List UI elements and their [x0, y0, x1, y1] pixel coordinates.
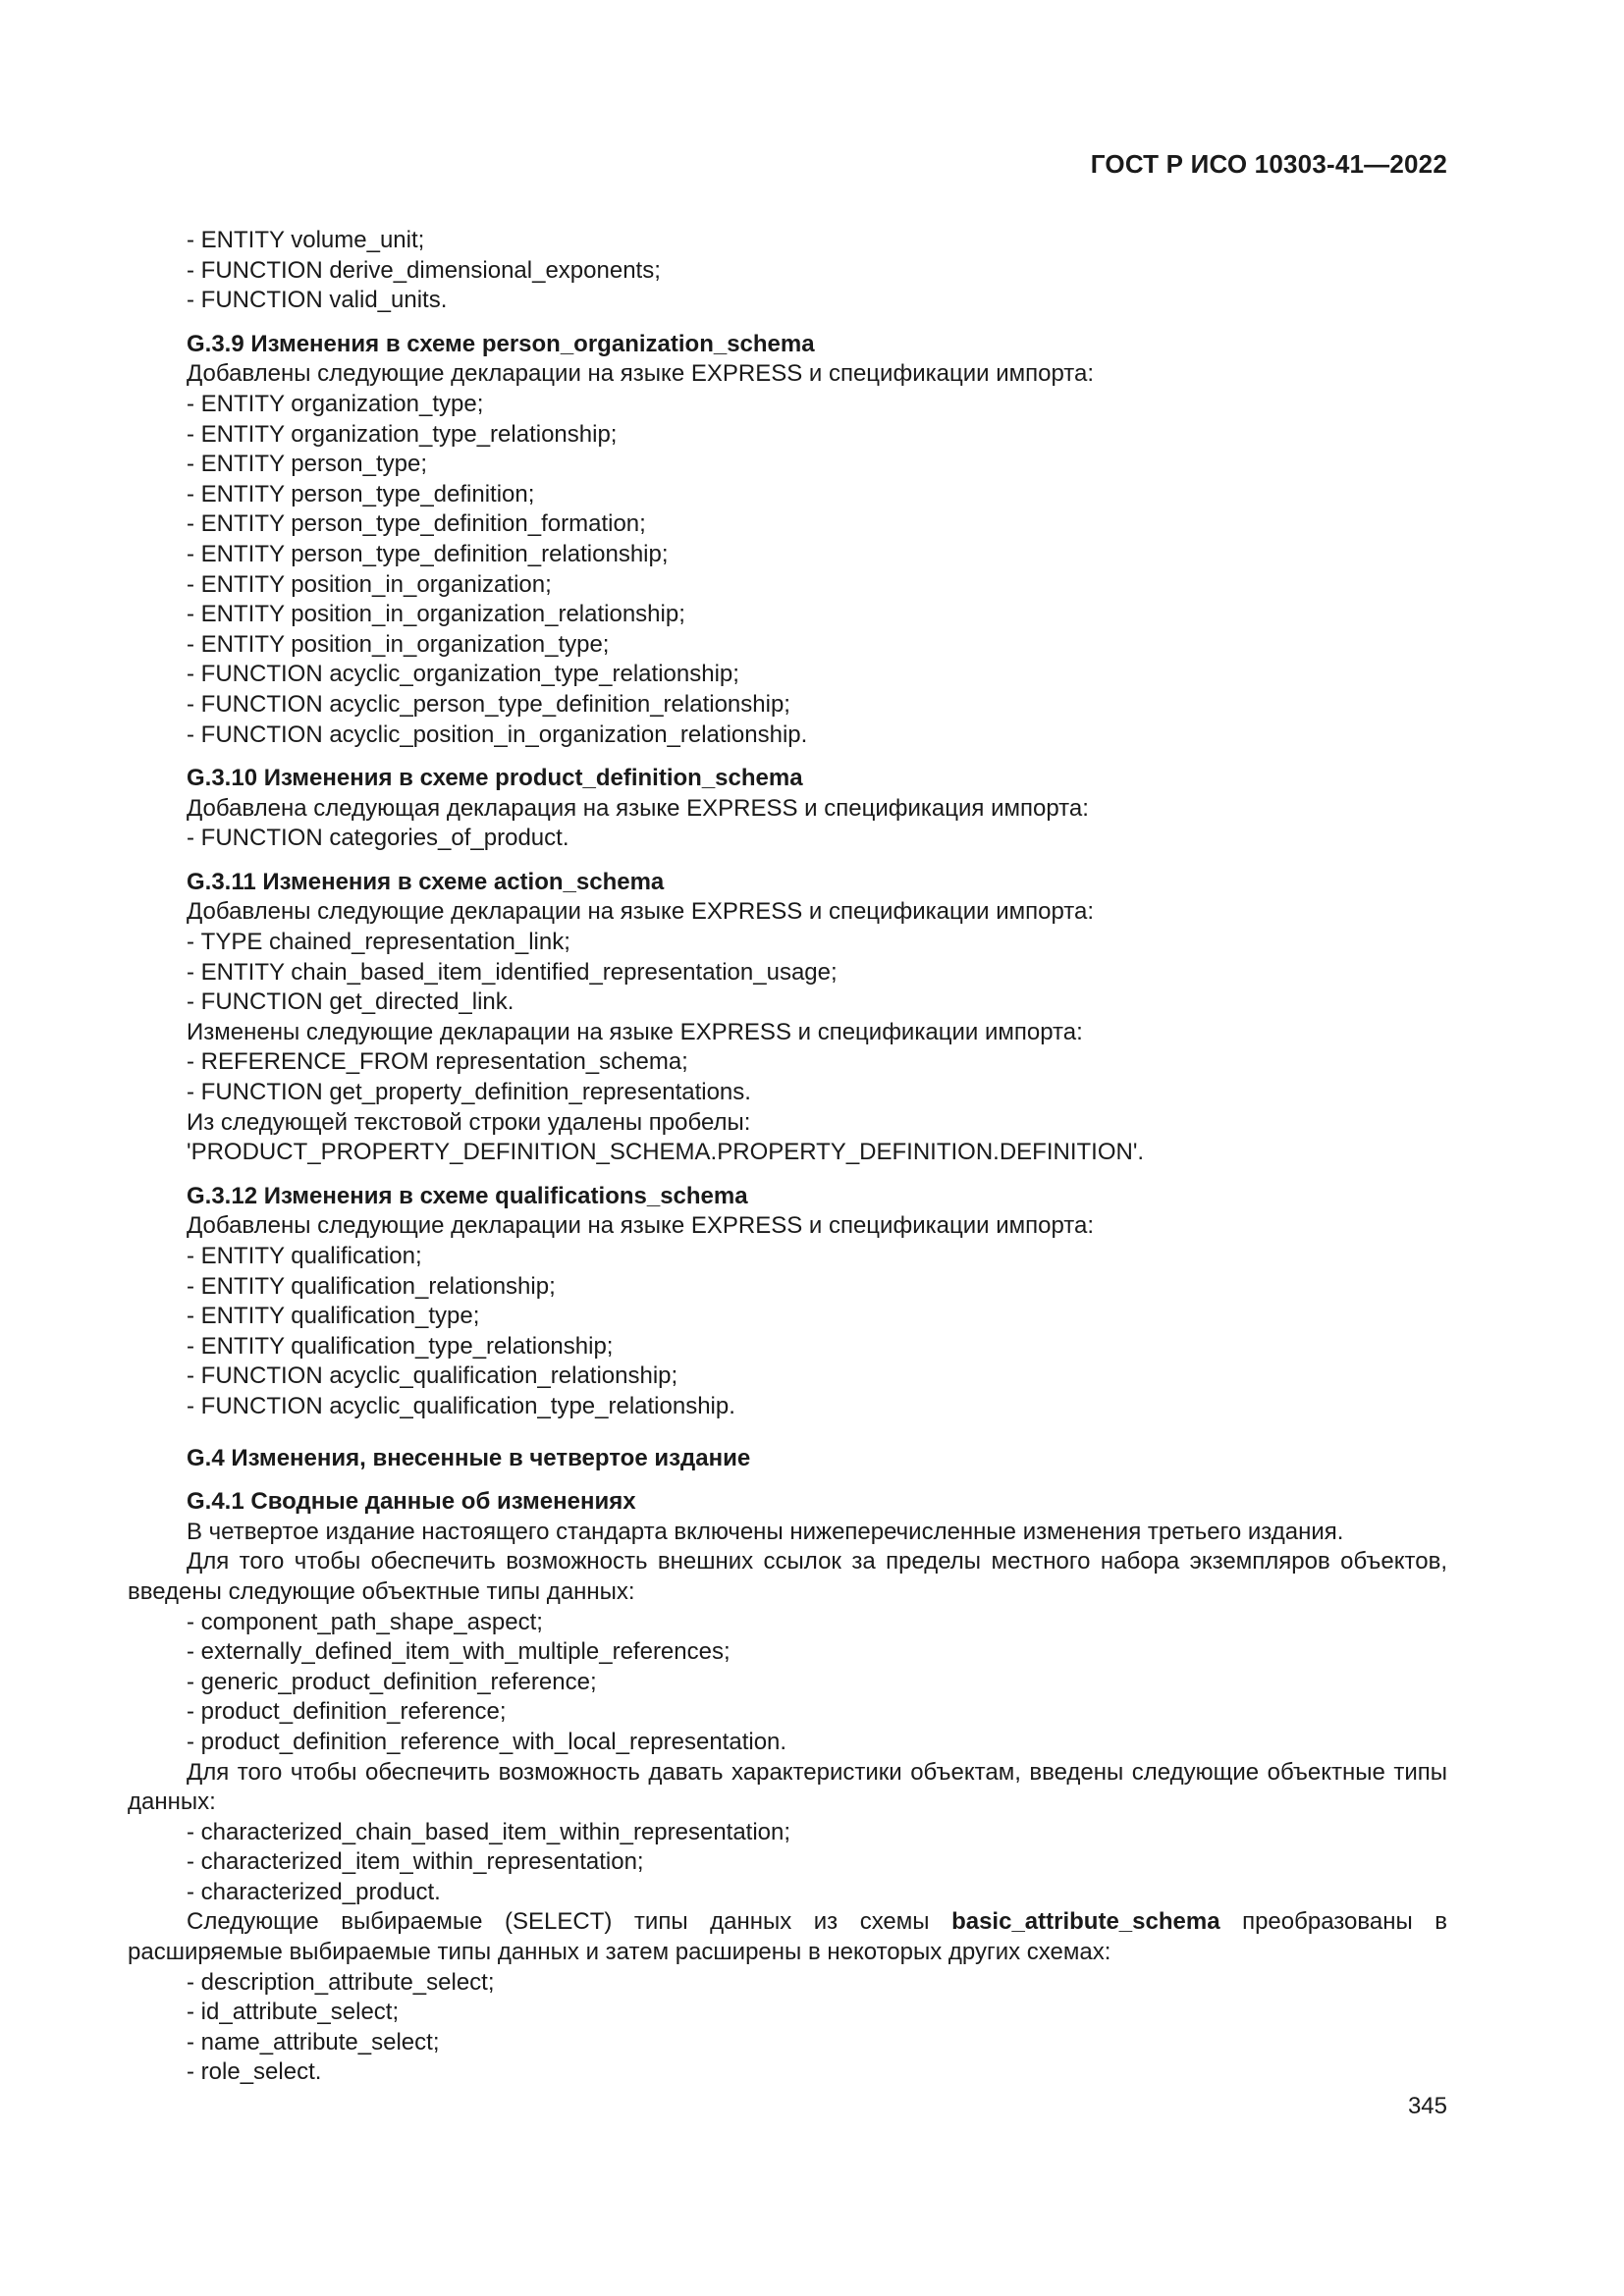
- list-item: - generic_product_definition_reference;: [187, 1668, 1447, 1698]
- list-item: - name_attribute_select;: [187, 2028, 1447, 2058]
- list-item: - characterized_item_within_representation;: [187, 1847, 1447, 1878]
- section-heading-g39: G.3.9 Изменения в схеме person_organization_schema: [187, 330, 815, 357]
- list-item: - ENTITY position_in_organization;: [187, 570, 1447, 601]
- schema-name: basic_attribute_schema: [951, 1908, 1220, 1936]
- spaces-note: Из следующей текстовой строки удалены пробелы:: [187, 1108, 751, 1136]
- list-item: - ENTITY volume_unit;: [187, 226, 1447, 256]
- list-item: - ENTITY position_in_organization_type;: [187, 630, 1447, 661]
- list-item: - REFERENCE_FROM representation_schema;: [187, 1047, 1447, 1078]
- changed-intro: Изменены следующие декларации на языке EXPRESS и спецификации импорта:: [187, 1018, 1083, 1045]
- list-item: - ENTITY organization_type_relationship;: [187, 420, 1447, 451]
- g39-list: [187, 390, 1447, 750]
- list-item: - component_path_shape_aspect;: [187, 1608, 1447, 1638]
- list-item: - FUNCTION acyclic_qualification_type_relationship.: [187, 1392, 1447, 1422]
- list-item: - ENTITY chain_based_item_identified_representation_usage;: [187, 958, 1447, 988]
- list-item: - ENTITY organization_type;: [187, 390, 1447, 420]
- list-item: - description_attribute_select;: [187, 1968, 1447, 1999]
- list-item: - FUNCTION valid_units.: [187, 286, 1447, 316]
- paragraph: Для того чтобы обеспечить возможность давать характеристики объектам, введены следующие объектные типы данных:: [128, 1758, 1447, 1816]
- list-item: - ENTITY qualification;: [187, 1242, 1447, 1272]
- document-body: [128, 226, 1448, 2088]
- list-item: - FUNCTION categories_of_product.: [187, 824, 1447, 854]
- list-item: - role_select.: [187, 2057, 1447, 2088]
- list-item: - FUNCTION get_directed_link.: [187, 988, 1447, 1018]
- list-item: - FUNCTION acyclic_person_type_definition_relationship;: [187, 690, 1447, 721]
- section-heading-g41: G.4.1 Сводные данные об изменениях: [187, 1488, 636, 1516]
- list-item: - product_definition_reference;: [187, 1697, 1447, 1728]
- list-item: - externally_defined_item_with_multiple_references;: [187, 1637, 1447, 1668]
- section-heading-g4: G.4 Изменения, внесенные в четвертое издание: [187, 1444, 751, 1471]
- list-item: - id_attribute_select;: [187, 1998, 1447, 2028]
- list-item: - FUNCTION derive_dimensional_exponents;: [187, 256, 1447, 287]
- list-item: - ENTITY qualification_type;: [187, 1302, 1447, 1332]
- list-item: - characterized_chain_based_item_within_representation;: [187, 1818, 1447, 1848]
- list-item: - FUNCTION get_property_definition_representations.: [187, 1078, 1447, 1108]
- list-item: - FUNCTION acyclic_qualification_relationship;: [187, 1362, 1447, 1392]
- paragraph-text: преобразованы в расширяемые выбираемые типы данных и затем расширены в некоторых других схемах:: [128, 1908, 1448, 1966]
- spaces-string: 'PRODUCT_PROPERTY_DEFINITION_SCHEMA.PROPERTY_DEFINITION.DEFINITION'.: [187, 1139, 1145, 1166]
- section-intro: Добавлены следующие декларации на языке EXPRESS и спецификации импорта:: [187, 898, 1095, 926]
- list-item: - ENTITY qualification_type_relationship;: [187, 1332, 1447, 1362]
- section-intro: Добавлены следующие декларации на языке EXPRESS и спецификации импорта:: [187, 360, 1095, 388]
- page-number: 345: [1407, 2093, 1447, 2119]
- intro-list: [187, 226, 1447, 316]
- list-item: - ENTITY qualification_relationship;: [187, 1272, 1447, 1303]
- list-item: - ENTITY person_type_definition_formation;: [187, 509, 1447, 540]
- list-item: - characterized_product.: [187, 1878, 1447, 1908]
- paragraph: В четвертое издание настоящего стандарта включены нижеперечисленные изменения третьего издания.: [187, 1518, 1344, 1545]
- list-item: - ENTITY person_type_definition_relationship;: [187, 540, 1447, 570]
- list-item: - FUNCTION acyclic_organization_type_relationship;: [187, 660, 1447, 690]
- paragraph: Для того чтобы обеспечить возможность внешних ссылок за пределы местного набора экземпляров объектов, введены следующие объектные типы данных:: [128, 1548, 1447, 1605]
- list-item: - TYPE chained_representation_link;: [187, 928, 1447, 958]
- section-heading-g311: G.3.11 Изменения в схеме action_schema: [187, 868, 665, 895]
- paragraph-text: Следующие выбираемые (SELECT) типы данных из схемы: [187, 1908, 952, 1936]
- list-item: - ENTITY position_in_organization_relationship;: [187, 600, 1447, 630]
- section-heading-g310: G.3.10 Изменения в схеме product_definition_schema: [187, 765, 803, 792]
- list-item: - product_definition_reference_with_local_representation.: [187, 1728, 1447, 1758]
- list-item: - ENTITY person_type_definition;: [187, 480, 1447, 510]
- paragraph: [128, 1907, 1447, 1967]
- list-item: - FUNCTION acyclic_position_in_organization_relationship.: [187, 721, 1447, 751]
- list-item: - ENTITY person_type;: [187, 450, 1447, 480]
- document-code: ГОСТ Р ИСО 10303-41—2022: [1090, 149, 1447, 179]
- section-intro: Добавлена следующая декларация на языке EXPRESS и спецификация импорта:: [187, 794, 1089, 822]
- section-heading-g312: G.3.12 Изменения в схеме qualifications_schema: [187, 1182, 748, 1209]
- section-intro: Добавлены следующие декларации на языке EXPRESS и спецификации импорта:: [187, 1212, 1095, 1240]
